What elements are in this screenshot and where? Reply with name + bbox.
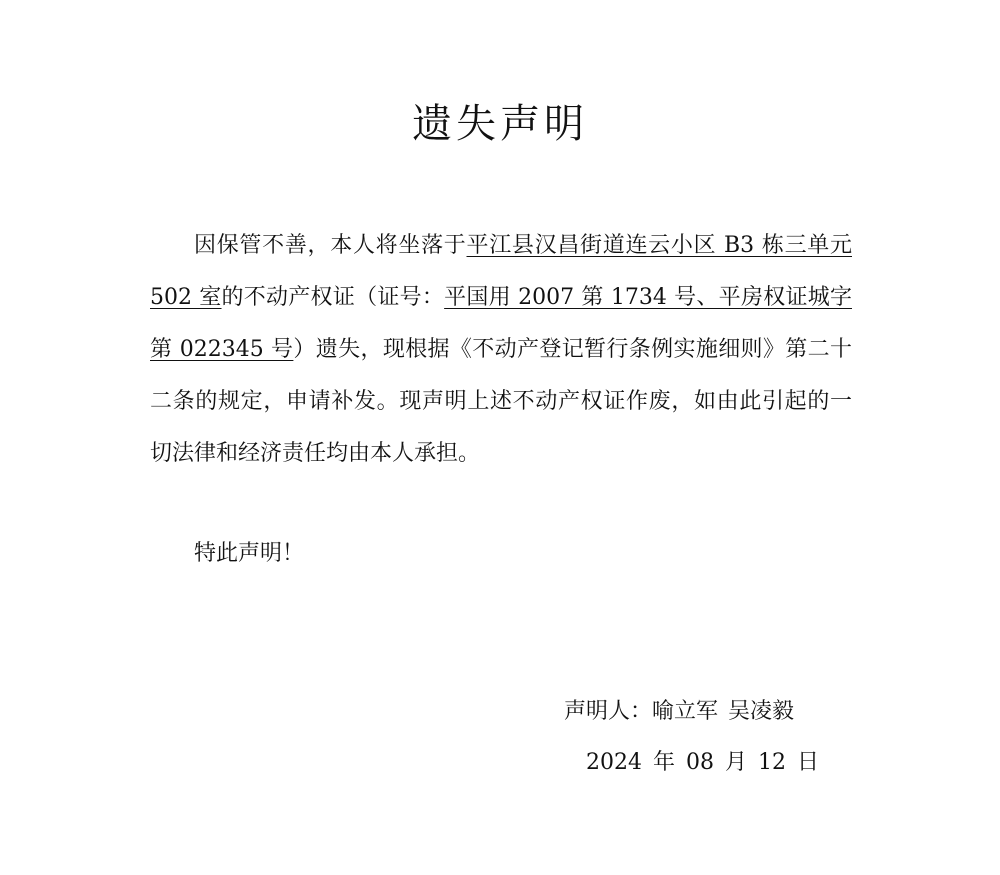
body-text-intro: 因保管不善，本人将坐落于	[194, 233, 467, 258]
closing-statement: 特此声明！	[194, 541, 305, 566]
signer-name: 吴凌毅	[728, 699, 795, 724]
property-address: 平江县汉昌街道连云小区 B3 栋三单元 502 室	[150, 233, 852, 310]
signer-line	[564, 692, 794, 732]
declaration-body	[150, 220, 852, 480]
signer-name: 喻立军	[652, 699, 719, 724]
certificate-numbers: 平国用 2007 第 1734 号、平房权证城字第 022345 号	[150, 285, 852, 362]
declaration-date: 2024 年 08 月 12 日	[586, 750, 819, 775]
document-title: 遗失声明	[412, 101, 588, 147]
body-text-cert-intro: 的不动产权证（证号：	[221, 285, 445, 310]
body-text-statement: ）遗失，现根据《不动产登记暂行条例实施细则》第二十二条的规定，申请补发。现声明上述不动产权证作废，如由此引起的一切法律和经济责任均由本人承担。	[150, 337, 852, 466]
signer-label: 声明人：	[564, 699, 653, 724]
